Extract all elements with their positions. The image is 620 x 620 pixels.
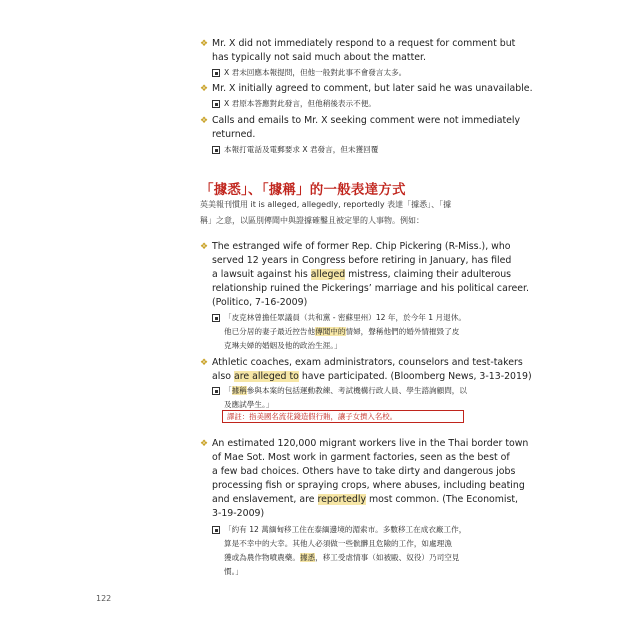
chinese-text: 他已分居的妻子最近控告他 xyxy=(224,327,316,336)
english-text: most common. (The Economist, xyxy=(366,494,519,505)
highlighted-keyword: 傳聞中的 xyxy=(315,327,346,336)
highlighted-keyword: reportedly xyxy=(317,494,367,505)
chinese-text: 情婦，聲稱他們的婚外情摧毀了皮 xyxy=(345,327,460,336)
example-chinese-line: 克琳夫婦的婚姻及他的政治生涯。」 xyxy=(224,341,342,350)
example-chinese-line: 慣。」 xyxy=(224,567,243,576)
translation-box-icon xyxy=(212,314,220,322)
example-english-line: 3-19-2009) xyxy=(212,508,265,519)
diamond-bullet-icon: ❖ xyxy=(200,39,209,49)
translator-note-box: 譯註：指美國名流花錢造假行賄，讓子女擠入名校。 xyxy=(222,410,464,423)
example-chinese-line: X 君原本答應對此發言，但他稍後表示不便。 xyxy=(224,99,376,108)
example-english-line xyxy=(212,493,518,507)
example-english-line: (Politico, 7-16-2009) xyxy=(212,297,308,308)
diamond-bullet-icon: ❖ xyxy=(200,116,209,126)
chinese-text: ，移工受虐情事（如被毆、奴役）乃司空見 xyxy=(315,553,460,562)
section-heading: 「據悉」、「據稱」的一般表達方式 xyxy=(200,182,406,198)
example-chinese-line: 「約有 12 萬緬甸移工住在泰緬邊境的湄索市。多數移工在成衣廠工作， xyxy=(224,525,467,534)
page-number: 122 xyxy=(96,594,112,603)
example-english-line: The estranged wife of former Rep. Chip Pickering (R-Miss.), who xyxy=(212,241,511,252)
example-chinese-line: 及應試學生。」 xyxy=(224,400,274,409)
example-chinese-line: 算是不幸中的大幸。其他人必須做一些骯髒且危險的工作，如處理漁 xyxy=(224,539,452,548)
section-intro-line: 英美報刊慣用 it is alleged, allegedly, reportedly 表達「據悉」、「據 xyxy=(200,200,452,209)
translation-box-icon xyxy=(212,100,220,108)
chinese-text: 參與本案的包括運動教練、考試機構行政人員、學生諮詢顧問，以 xyxy=(246,386,467,395)
example-english-line: Mr. X initially agreed to comment, but later said he was unavailable. xyxy=(212,83,533,94)
example-chinese-line: 本報打電話及電郵要求 X 君發言，但未獲回覆 xyxy=(224,145,379,154)
example-chinese-line: X 君未回應本報提問，但他一般對此事不會發言太多。 xyxy=(224,68,407,77)
highlighted-keyword: are alleged to xyxy=(233,371,299,382)
example-english-line: has typically not said much about the matter. xyxy=(212,52,426,63)
example-english-line xyxy=(212,268,511,282)
example-english-line: processing fish or spraying crops, where abuses, including beating xyxy=(212,480,525,491)
section-intro-line: 稱」之意，以區別傳聞中與證據確鑿且被定罪的人事物。例如： xyxy=(200,216,424,225)
highlighted-keyword: 據悉 xyxy=(299,553,316,562)
diamond-bullet-icon: ❖ xyxy=(200,439,209,449)
example-english-line: served 12 years in Congress before retiring in January, has filed xyxy=(212,255,512,266)
translation-box-icon xyxy=(212,387,220,395)
english-text: a lawsuit against his xyxy=(212,269,311,280)
example-english-line: of Mae Sot. Most work in garment factories, seen as the best of xyxy=(212,452,510,463)
english-text: and enslavement, are xyxy=(212,494,318,505)
example-english-line: Athletic coaches, exam administrators, counselors and test-takers xyxy=(212,357,523,368)
example-english-line: a few bad choices. Others have to take dirty and dangerous jobs xyxy=(212,466,516,477)
example-english-line: returned. xyxy=(212,129,256,140)
example-chinese-line xyxy=(224,325,459,339)
english-text: have participated. (Bloomberg News, 3-13-2019) xyxy=(298,371,532,382)
translation-box-icon xyxy=(212,146,220,154)
diamond-bullet-icon: ❖ xyxy=(200,84,209,94)
diamond-bullet-icon: ❖ xyxy=(200,242,209,252)
example-chinese-line xyxy=(224,551,459,565)
example-english-line: relationship ruined the Pickerings’ marriage and his political career. xyxy=(212,283,529,294)
example-chinese-line: 「皮克林曾擔任眾議員（共和黨 - 密蘇里州）12 年，於今年 1 月退休。 xyxy=(224,313,466,322)
example-chinese-line xyxy=(224,384,467,398)
example-english-line: An estimated 120,000 migrant workers live in the Thai border town xyxy=(212,438,529,449)
chinese-text: 「 xyxy=(224,386,232,395)
example-english-line: Mr. X did not immediately respond to a request for comment but xyxy=(212,38,516,49)
english-text: also xyxy=(212,371,234,382)
example-english-line: Calls and emails to Mr. X seeking comment were not immediately xyxy=(212,115,521,126)
example-english-line xyxy=(212,370,532,384)
highlighted-keyword: 據稱 xyxy=(231,386,247,395)
translation-box-icon xyxy=(212,69,220,77)
chinese-text: 獲或為農作物噴農藥。 xyxy=(224,553,300,562)
diamond-bullet-icon: ❖ xyxy=(200,358,209,368)
english-text: mistress, claiming their adulterous xyxy=(345,269,512,280)
highlighted-keyword: alleged xyxy=(310,269,346,280)
translation-box-icon xyxy=(212,526,220,534)
